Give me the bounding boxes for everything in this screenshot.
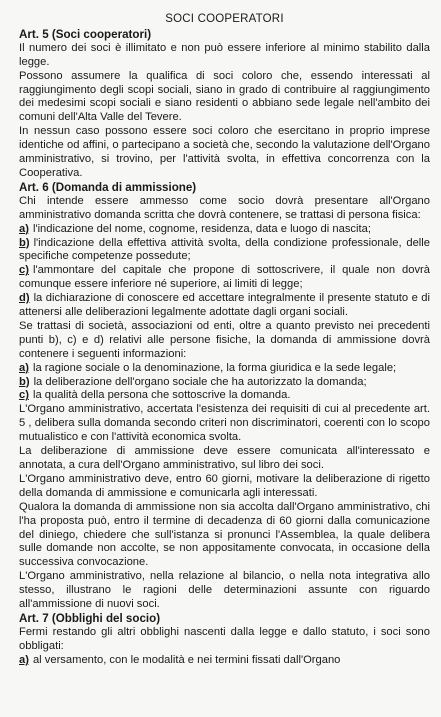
article-5-paragraph-1: Il numero dei soci è illimitato e non può essere inferiore al minimo stabilito dalla legge. — [19, 41, 430, 68]
list-item-label: a) — [19, 361, 29, 374]
article-6-intro: Chi intende essere ammesso come socio dovrà presentare all'Organo amministrativo domanda scritta che dovrà contenere, se trattasi di persona fisica: — [19, 194, 430, 221]
article-6-paragraph-qualora: Qualora la domanda di ammissione non sia accolta dall'Organo amministrativo, chi l'ha proposta può, entro il termine di decadenza di 60 giorni dalla comunicazione del diniego, chiedere che sull'istanza si pronunci l'Assemblea, la quale delibera sulle domande non accolte, se non appositamente convocata, in occasione della successiva convocazione. — [19, 500, 430, 569]
list-item-text: la ragione sociale o la denominazione, la forma giuridica e la sede legale; — [32, 361, 397, 374]
list-item — [19, 376, 430, 390]
list-item — [19, 223, 430, 237]
list-item-text: al versamento, con le modalità e nei termini fissati dall'Organo — [32, 653, 341, 666]
list-item-label: c) — [19, 389, 29, 402]
list-item-label: d) — [19, 292, 30, 305]
article-6-paragraph-comunicata: La deliberazione di ammissione deve essere comunicata all'interessato e annotata, a cura dell'Organo amministrativo, sul libro dei soci. — [19, 445, 430, 471]
article-5-paragraph-3: In nessun caso possono essere soci coloro che esercitano in proprio imprese identiche od affini, o partecipano a società che, secondo la valutazione dell'Organo amministrativo, si trovino, per l'attività svolta, in effettiva concorrenza con la Cooperativa. — [19, 125, 430, 179]
article-6-societa-intro: Se trattasi di società, associazioni od enti, oltre a quanto previsto nei precedenti punti b), c) e d) relativi alle persone fisiche, la domanda di ammissione dovrà contenere i seguenti informazioni: — [19, 319, 430, 360]
list-item — [19, 237, 430, 265]
document-title: SOCI COOPERATORI — [165, 13, 284, 25]
list-item — [19, 362, 430, 376]
article-6-paragraph-relazione: L'Organo amministrativo, nella relazione al bilancio, o nella nota integrativa allo stesso, illustrano le ragioni delle determinazioni assunte con riguardo all'ammissione di nuovi soci. — [19, 570, 430, 611]
list-item — [19, 654, 430, 668]
list-item-text: la deliberazione dell'organo sociale che ha autorizzato la domanda; — [33, 375, 367, 388]
article-5-paragraph-2: Possono assumere la qualifica di soci coloro che, essendo interessati al raggiungimento degli scopi sociali, siano in grado di contribuire al raggiungimento dei medesimi scopi sociali e siano residenti o abbiano sede legale nell'ambito dei comuni dell'Alta Valle del Tevere. — [19, 69, 430, 124]
list-item-label: a) — [19, 653, 29, 666]
list-item-text: la qualità della persona che sottoscrive la domanda. — [32, 389, 291, 402]
article-6-heading: Art. 6 (Domanda di ammissione) — [19, 180, 197, 194]
list-item-label: a) — [19, 222, 29, 235]
list-item-text: la dichiarazione di conoscere ed accettare integralmente il presente statuto e di attenersi alle deliberazioni legalmente adottate dagli organi sociali. — [19, 292, 430, 319]
list-item — [19, 292, 430, 320]
list-item-label: b) — [19, 236, 30, 249]
list-item-text: l'indicazione della effettiva attività svolta, della condizione professionale, delle specifiche competenze possedute; — [19, 236, 430, 263]
list-item-text: l'ammontare del capitale che propone di sottoscrivere, il quale non dovrà comunque essere inferiore né superiore, ai limiti di legge; — [19, 264, 430, 291]
article-6-paragraph-rigetto: L'Organo amministrativo deve, entro 60 giorni, motivare la deliberazione di rigetto della domanda di ammissione e comunicarla agli interessati. — [19, 472, 430, 499]
list-item-text: l'indicazione del nome, cognome, residenza, data e luogo di nascita; — [32, 222, 371, 235]
list-item — [19, 264, 430, 292]
list-item — [19, 389, 430, 403]
list-item-label: c) — [19, 264, 29, 277]
article-7-intro: Fermi restando gli altri obblighi nascenti dalla legge e dallo statuto, i soci sono obbligati: — [19, 625, 430, 652]
article-5-heading: Art. 5 (Soci cooperatori) — [19, 27, 152, 41]
list-item-label: b) — [19, 375, 30, 388]
article-7-heading: Art. 7 (Obblighi del socio) — [19, 611, 161, 625]
article-6-paragraph-accertata: L'Organo amministrativo, accertata l'esistenza dei requisiti di cui al precedente art. 5 , delibera sulla domanda secondo criteri non discriminatori, coerenti con lo scopo mutualistico e con l'attività economica svolta. — [19, 403, 430, 444]
